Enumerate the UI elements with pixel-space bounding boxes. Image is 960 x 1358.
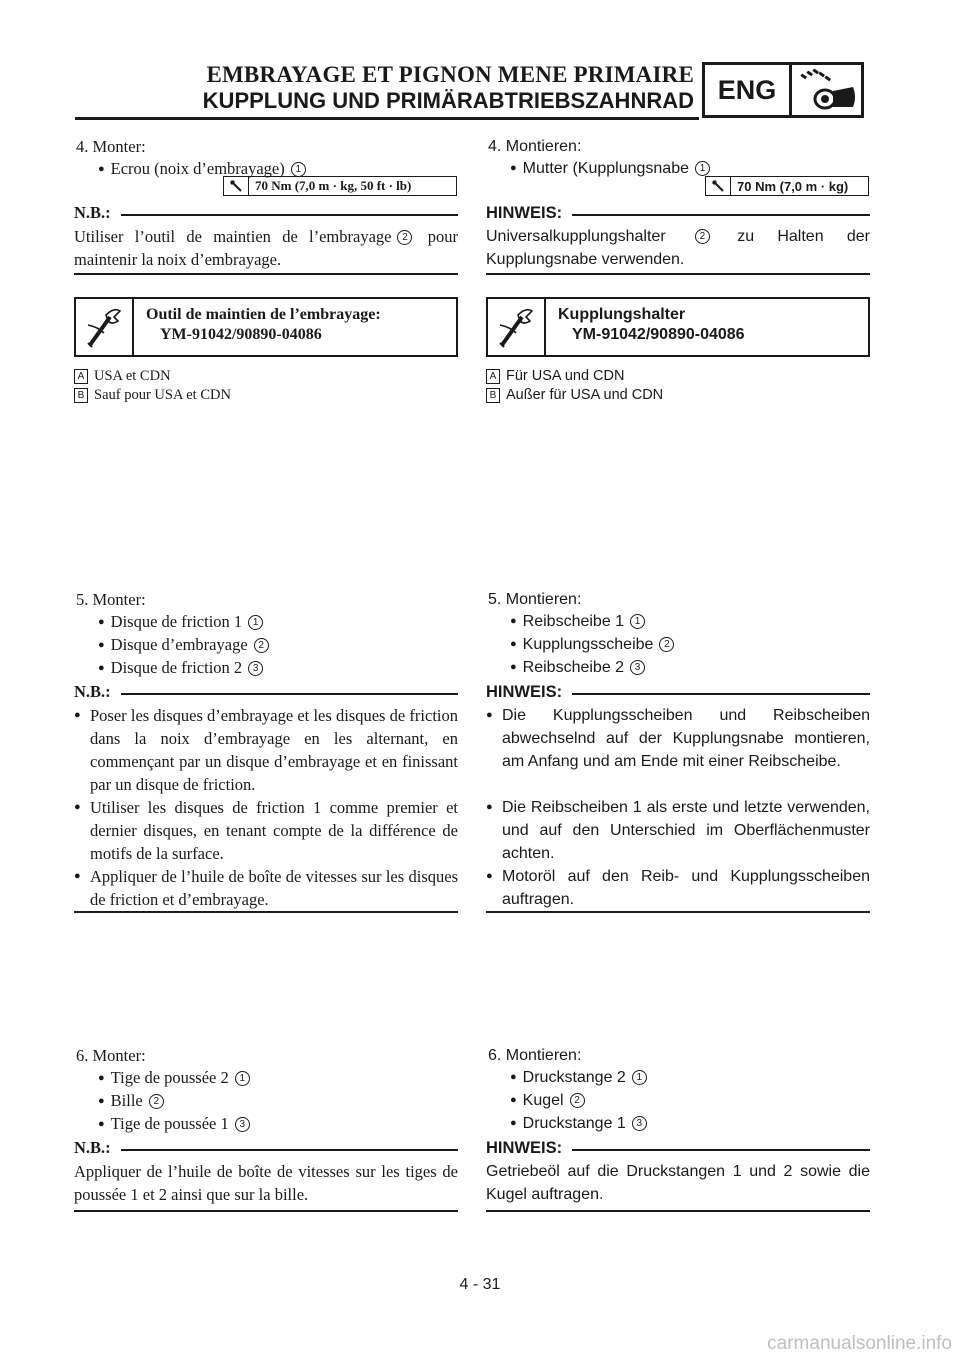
fr-step4-nb-label: N.B.: bbox=[74, 203, 111, 222]
fr-step5-nb-label: N.B.: bbox=[74, 682, 111, 701]
de-step6-bullet3: ● Druckstange 1 3 bbox=[510, 1112, 647, 1137]
de-step5-bullet2: ● Kupplungsscheibe 2 bbox=[510, 633, 674, 658]
note-key-box: A bbox=[486, 369, 500, 384]
de-step4-title: 4. Montieren: bbox=[488, 138, 582, 155]
fr-step4-nb-header bbox=[74, 203, 458, 223]
nb-end-rule bbox=[486, 911, 870, 913]
callout-number: 3 bbox=[235, 1117, 250, 1132]
de-step5-bullet1: ● Reibscheibe 1 1 bbox=[510, 610, 645, 635]
de-step6-bullet1: ● Druckstange 2 1 bbox=[510, 1066, 647, 1091]
fr-note-a: A USA et CDN bbox=[74, 367, 171, 386]
nb-rule bbox=[121, 693, 458, 695]
callout-number: 1 bbox=[632, 1070, 647, 1085]
fr-step5-bullet1: ● Disque de friction 1 1 bbox=[98, 610, 263, 636]
fr-step5-nb-header bbox=[74, 682, 458, 702]
fr-step4-bullet1: ● Ecrou (noix d’embrayage) 1 bbox=[98, 157, 306, 183]
callout-number: 3 bbox=[632, 1116, 647, 1131]
watermark: carmanualsonline.info bbox=[767, 1333, 952, 1354]
page-number: 4 - 31 bbox=[459, 1276, 501, 1293]
de-tool-code: YM-91042/90890-04086 bbox=[572, 326, 745, 343]
special-tool-icon bbox=[488, 299, 546, 355]
header-rule bbox=[75, 117, 699, 120]
nb-rule bbox=[121, 214, 458, 216]
de-step4-bullet1: ● Mutter (Kupplungsnabe 1 bbox=[510, 157, 710, 182]
de-step4-nb-header bbox=[486, 203, 870, 223]
nb-rule bbox=[572, 1149, 870, 1151]
de-step6-nb-label: HINWEIS: bbox=[486, 1138, 563, 1157]
fr-step5-nb-item1: ● Poser les disques d’embrayage et les disques de friction dans la noix d’embrayage en les alternant, en commençant par un disque d’embrayage et en finissant par un disque de friction. bbox=[74, 704, 458, 796]
de-step5-bullet3: ● Reibscheibe 2 3 bbox=[510, 656, 645, 681]
de-step5-nb-item2: ● Die Reibscheiben 1 als erste und letzte verwenden, und auf den Unterschied im Oberflächenmuster achten. bbox=[486, 796, 870, 865]
nb-end-rule bbox=[74, 273, 458, 275]
callout-number: 1 bbox=[248, 615, 263, 630]
de-special-tool-box bbox=[486, 297, 870, 357]
callout-number: 2 bbox=[570, 1093, 585, 1108]
fr-step6-nb-label: N.B.: bbox=[74, 1138, 111, 1157]
de-step5-nb-item1: ● Die Kupplungsscheiben und Reibscheiben abwechselnd auf der Kupplungsnabe montieren, am Anfang und am Ende mit einer Reibscheibe. bbox=[486, 704, 870, 773]
de-note-a: A Für USA und CDN bbox=[486, 367, 624, 386]
note-key-box: B bbox=[486, 388, 500, 403]
header-title-fr: EMBRAYAGE ET PIGNON MENE PRIMAIRE bbox=[206, 62, 694, 87]
callout-number: 1 bbox=[630, 614, 645, 629]
eng-label: ENG bbox=[705, 65, 792, 115]
fr-note-b: B Sauf pour USA et CDN bbox=[74, 386, 231, 405]
callout-number: 3 bbox=[630, 660, 645, 675]
fr-step5-nb-item3: ● Appliquer de l’huile de boîte de vitesses sur les disques de friction et d’embrayage. bbox=[74, 865, 458, 911]
section-badge bbox=[702, 62, 864, 118]
de-note-b: B Außer für USA und CDN bbox=[486, 386, 663, 405]
nb-rule bbox=[572, 693, 870, 695]
nb-end-rule bbox=[74, 1210, 458, 1212]
de-tool-name: Kupplungshalter bbox=[558, 306, 686, 323]
fr-step6-bullet2: ● Bille 2 bbox=[98, 1089, 164, 1115]
engine-icon bbox=[792, 65, 861, 115]
nb-end-rule bbox=[486, 1210, 870, 1212]
de-step6-nb-text: Getriebeöl auf die Druckstangen 1 und 2 sowie die Kugel auftragen. bbox=[486, 1163, 870, 1203]
callout-number: 2 bbox=[149, 1094, 164, 1109]
callout-number: 2 bbox=[397, 230, 412, 245]
de-torque-spec bbox=[705, 176, 869, 196]
callout-number: 1 bbox=[291, 162, 306, 177]
note-key-box: B bbox=[74, 388, 88, 403]
special-tool-icon bbox=[76, 299, 134, 355]
header-title-de: KUPPLUNG UND PRIMÄRABTRIEBSZAHNRAD bbox=[202, 88, 694, 113]
note-key-box: A bbox=[74, 369, 88, 384]
de-step5-nb-item3: ● Motoröl auf den Reib- und Kupplungsscheiben auftragen. bbox=[486, 865, 870, 911]
fr-torque-spec bbox=[223, 176, 457, 196]
fr-special-tool-box bbox=[74, 297, 458, 357]
callout-number: 1 bbox=[235, 1071, 250, 1086]
fr-tool-name: Outil de maintien de l’embrayage: bbox=[146, 306, 381, 323]
de-step4-nb-label: HINWEIS: bbox=[486, 203, 563, 222]
fr-step6-title: 6. Monter: bbox=[76, 1046, 146, 1065]
fr-torque-value: 70 Nm (7,0 m · kg, 50 ft · lb) bbox=[255, 178, 412, 193]
fr-step6-nb-text: Appliquer de l’huile de boîte de vitesses sur les tiges de poussée 1 et 2 ainsi que sur la bille. bbox=[74, 1162, 458, 1204]
fr-step5-title: 5. Monter: bbox=[76, 590, 146, 609]
de-step5-title: 5. Montieren: bbox=[488, 591, 582, 608]
callout-number: 3 bbox=[248, 661, 263, 676]
callout-number: 2 bbox=[659, 637, 674, 652]
fr-step6-bullet3: ● Tige de poussée 1 3 bbox=[98, 1112, 250, 1138]
nb-end-rule bbox=[74, 911, 458, 913]
de-step5-nb-header bbox=[486, 682, 870, 702]
fr-step6-bullet1: ● Tige de poussée 2 1 bbox=[98, 1066, 250, 1092]
fr-step5-bullet3: ● Disque de friction 2 3 bbox=[98, 656, 263, 682]
nb-rule bbox=[121, 1149, 458, 1151]
callout-number: 2 bbox=[695, 229, 710, 244]
fr-tool-code: YM-91042/90890-04086 bbox=[160, 326, 322, 343]
fr-step4-nb-text: Utiliser l’outil de maintien de l’embrayage 2 pour maintenir la noix d’embrayage. bbox=[74, 227, 458, 269]
de-step6-title: 6. Montieren: bbox=[488, 1047, 582, 1064]
nb-end-rule bbox=[486, 273, 870, 275]
de-step6-bullet2: ● Kugel 2 bbox=[510, 1089, 585, 1114]
de-step6-nb-header bbox=[486, 1138, 870, 1158]
torque-wrench-icon bbox=[706, 177, 731, 195]
de-step4-nb-text: Universalkupplungshalter 2 zu Halten der Kupplungsnabe verwenden. bbox=[486, 228, 870, 268]
fr-step5-bullet2: ● Disque d’embrayage 2 bbox=[98, 633, 269, 659]
de-step5-nb-label: HINWEIS: bbox=[486, 682, 563, 701]
fr-step4-title: 4. Monter: bbox=[76, 137, 146, 156]
nb-rule bbox=[572, 214, 870, 216]
torque-wrench-icon bbox=[224, 177, 249, 195]
fr-step6-nb-header bbox=[74, 1138, 458, 1158]
callout-number: 2 bbox=[254, 638, 269, 653]
de-torque-value: 70 Nm (7,0 m · kg) bbox=[737, 178, 849, 194]
callout-number: 1 bbox=[695, 161, 710, 176]
fr-step5-nb-item2: ● Utiliser les disques de friction 1 comme premier et dernier disques, en tenant compte de la différence de motifs de la surface. bbox=[74, 796, 458, 865]
